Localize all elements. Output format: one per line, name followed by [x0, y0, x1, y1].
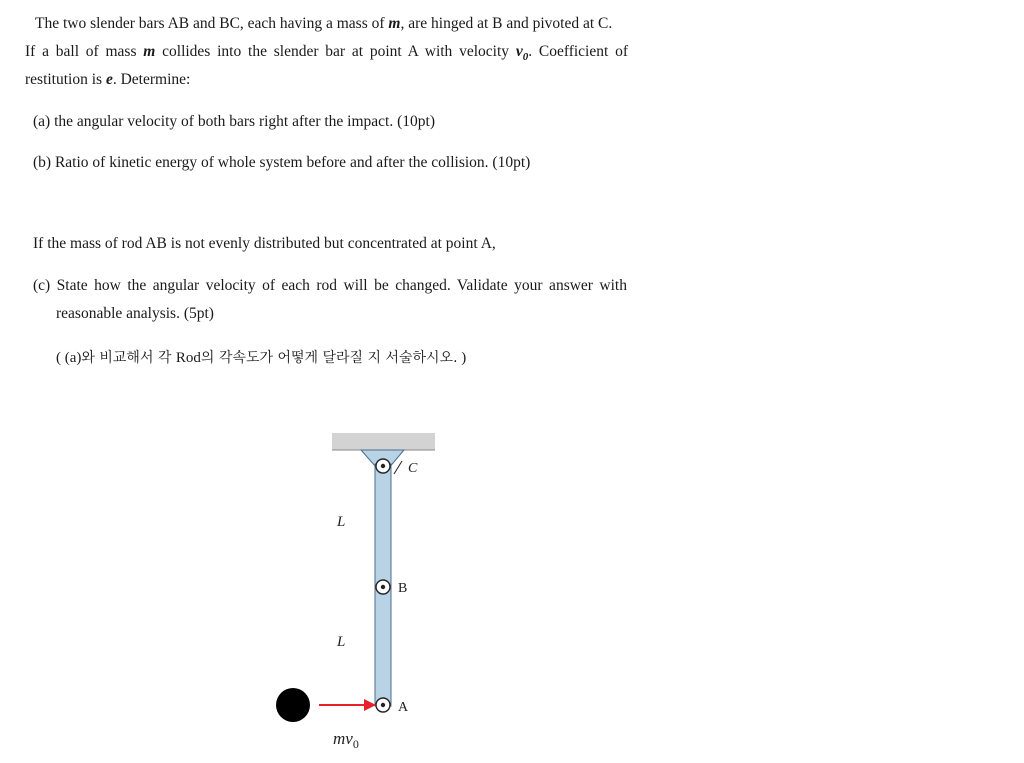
ceiling-support — [332, 433, 435, 450]
length-label-upper: L — [337, 514, 346, 530]
velocity-subscript: 0 — [522, 51, 529, 64]
part-a: (a) the angular velocity of both bars right after the impact. (10pt) — [33, 113, 435, 130]
pin-a-icon — [376, 698, 390, 712]
momentum-label: $mv_0$ — [333, 729, 359, 751]
condition-statement: If the mass of rod AB is not evenly distributed but concentrated at point A, — [33, 235, 496, 252]
label-a: A — [398, 700, 409, 715]
intro-line-3: restitution is e. Determine: — [25, 71, 191, 88]
pin-b-icon — [376, 580, 390, 594]
length-label-lower: L — [337, 634, 346, 650]
pin-c-icon — [376, 459, 390, 473]
korean-note: ( (a)와 비교해서 각 Rod의 각속도가 어떻게 달라질 지 서술하시오. ) — [56, 350, 467, 366]
label-b: B — [398, 581, 408, 596]
intro-line-2: If a ball of mass m collides into the slender bar at point A with velocity $v_0$. Coefficient of — [25, 43, 628, 64]
momentum-arrow-icon — [319, 699, 376, 711]
label-c-leader — [394, 461, 402, 474]
velocity-symbol: v — [515, 43, 523, 60]
mass-symbol: m — [143, 43, 156, 60]
label-c: C — [408, 461, 418, 476]
part-c-line-2: reasonable analysis. (5pt) — [56, 305, 214, 322]
part-c-line-1: (c) State how the angular velocity of each rod will be changed. Validate your answer with — [33, 277, 627, 294]
mass-symbol: m — [388, 15, 401, 32]
ball — [276, 688, 310, 722]
intro-line-1: The two slender bars AB and BC, each having a mass of m, are hinged at B and pivoted at C. — [35, 15, 613, 32]
restitution-symbol: e — [105, 71, 113, 88]
part-b: (b) Ratio of kinetic energy of whole system before and after the collision. (10pt) — [33, 154, 531, 171]
